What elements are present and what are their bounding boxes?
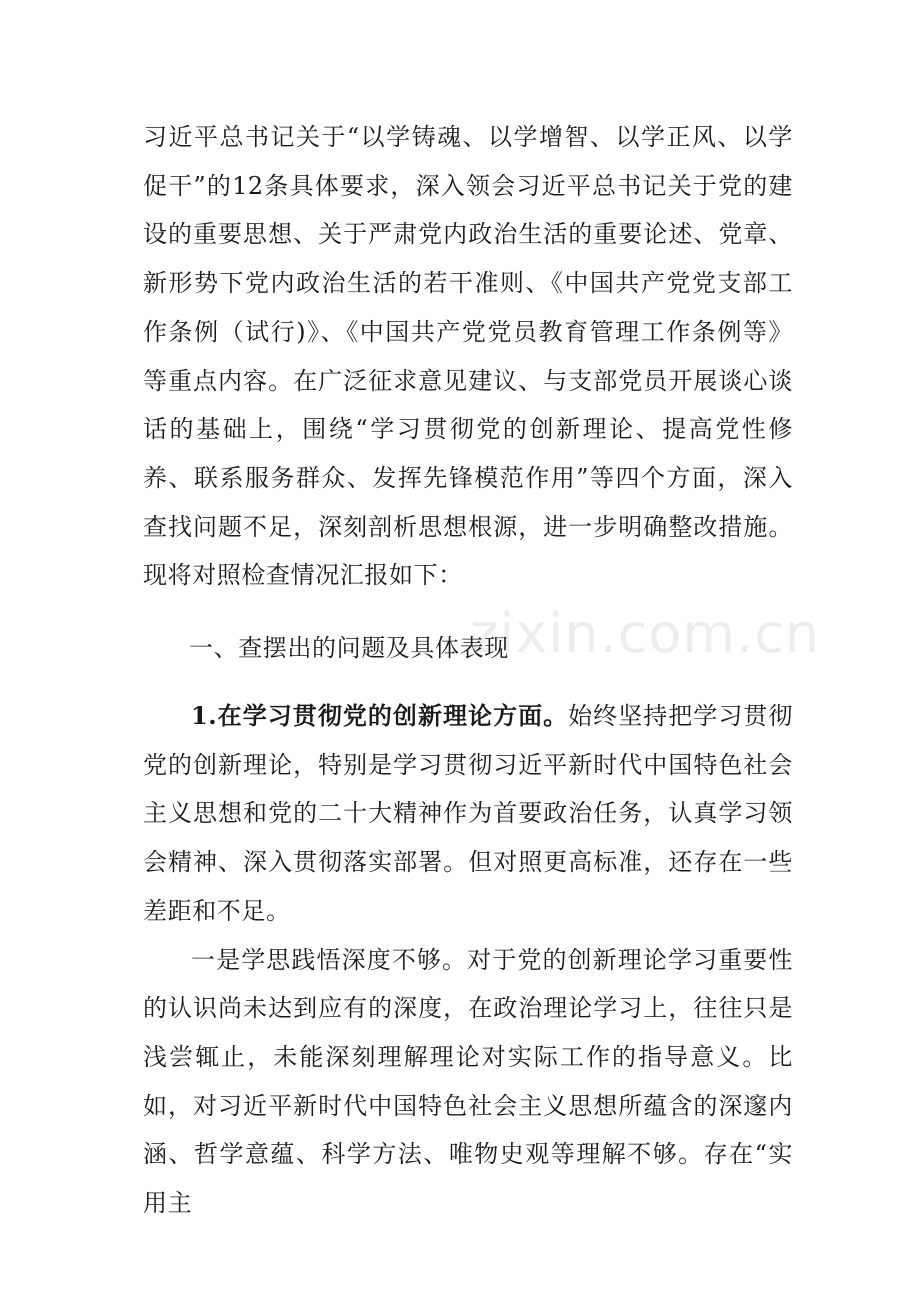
section-heading: 一、查摆出的问题及具体表现 [189, 634, 509, 663]
point-1-paragraph: 一是学思践悟深度不够。对于党的创新理论学习重要性的认识尚未达到应有的深度，在政治理论学习上，往往只是浅尝辄止，未能深刻理解理论对实际工作的指导意义。比如，对习近平新时代中国特色社会主义思想所蕴含的深邃内涵、哲学意蕴、科学方法、唯物史观等理解不够。存在“实用主 [143, 945, 793, 1218]
intro-paragraph: 习近平总书记关于“以学铸魂、以学增智、以学正风、以学促干”的12条具体要求，深入领会习近平总书记关于党的建设的重要思想、关于严肃党内政治生活的重要论述、党章、新形势下党内政治生活的若干准则、《中国共产党党支部工作条例（试行)》、《中国共产党党员教育管理工作条例等》等重点内容。在广泛征求意见建议、与支部党员开展谈心谈话的基础上，围绕“学习贯彻党的创新理论、提高党性修养、联系服务群众、发挥先锋模范作用”等四个方面，深入查找问题不足，深刻剖析思想根源，进一步明确整改措施。现将对照检查情况汇报如下： [143, 123, 793, 590]
item-1-text: 始终坚持把学习贯彻党的创新理论，特别是学习贯彻习近平新时代中国特色社会主义思想和党的二十大精神作为首要政治任务，认真学习领会精神、深入贯彻落实部署。但对照更高标准，还存在一些差距和不足。 [143, 702, 793, 925]
item-1-paragraph [143, 692, 793, 936]
watermark: zixin.com.cn [470, 602, 821, 665]
item-1-label: 1.在学习贯彻党的创新理论方面。 [191, 701, 569, 731]
document-body [143, 113, 793, 1228]
